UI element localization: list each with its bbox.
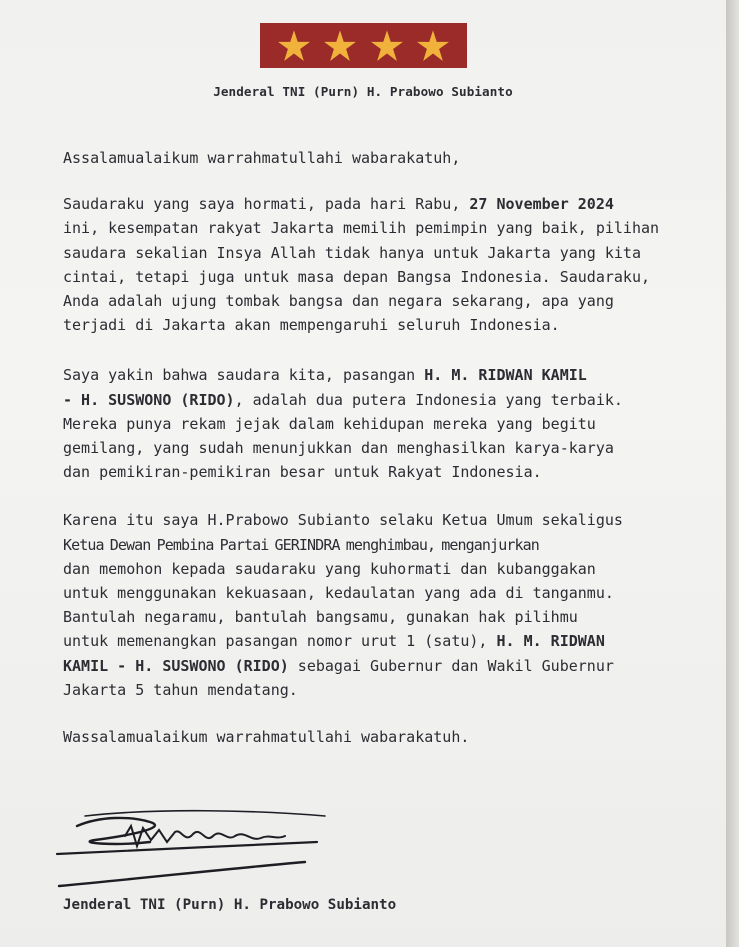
paragraph-2-line: Mereka punya rekam jejak dalam kehidupan mereka yang begitu <box>63 414 596 433</box>
paragraph-3-line: Jakarta 5 tahun mendatang. <box>63 680 298 699</box>
paragraph-3 <box>63 508 667 702</box>
election-date: 27 November 2024 <box>469 195 614 214</box>
candidate-name: H. M. RIDWAN KAMIL <box>424 366 587 385</box>
paragraph-2 <box>63 363 667 484</box>
paragraph-3-line: Karena itu saya H.Prabowo Subianto selaku Ketua Umum sekaligus <box>63 511 623 530</box>
paragraph-2-line <box>63 388 667 412</box>
p3-text: sebagai Gubernur dan Wakil Gubernur <box>288 656 614 675</box>
greeting <box>63 146 667 170</box>
star-icon <box>416 29 450 63</box>
paragraph-3-line: dan memohon kepada saudaraku yang kuhormati dan kubanggakan <box>63 559 596 578</box>
star-icon <box>323 29 357 63</box>
candidate-name: H. M. RIDWAN <box>496 632 605 651</box>
paragraph-1 <box>63 192 667 337</box>
rank-insignia <box>260 23 467 68</box>
paragraph-2-line: dan pemikiran-pemikiran besar untuk Rakyat Indonesia. <box>63 463 542 482</box>
paragraph-3-line <box>63 654 667 678</box>
paragraph-1-line: ini, kesempatan rakyat Jakarta memilih pemimpin yang baik, pilihan <box>63 219 660 238</box>
paragraph-1-line: Anda adalah ujung tombak bangsa dan negara sekarang, apa yang <box>63 292 614 311</box>
star-icon <box>277 29 311 63</box>
paper-edge <box>726 0 739 947</box>
p1-text: Saudaraku yang saya hormati, pada hari Rabu, <box>63 195 470 214</box>
paragraph-1-line: cintai, tetapi juga untuk masa depan Bangsa Indonesia. Saudaraku, <box>63 267 650 286</box>
paragraph-3-line: Ketua Dewan Pembina Partai GERINDRA menghimbau, menganjurkan <box>63 535 539 554</box>
paragraph-2-line <box>63 363 667 387</box>
paragraph-2-line: gemilang, yang sudah menunjukkan dan menghasilkan karya-karya <box>63 439 614 458</box>
letter-body <box>63 146 667 749</box>
star-icon <box>370 29 404 63</box>
paragraph-1-line <box>63 192 667 216</box>
candidate-name: KAMIL - H. SUSWONO (RIDO) <box>63 656 289 675</box>
candidate-name: - H. SUSWONO (RIDO) <box>63 390 235 409</box>
p2-text: Saya yakin bahwa saudara kita, pasangan <box>63 366 425 385</box>
paragraph-1-line: terjadi di Jakarta akan mempengaruhi seluruh Indonesia. <box>63 316 560 335</box>
letterhead-name: Jenderal TNI (Purn) H. Prabowo Subianto <box>213 84 513 99</box>
paragraph-3-line <box>63 629 667 653</box>
paragraph-3-line: untuk menggunakan kekuasaan, kedaulatan yang ada di tanganmu. <box>63 584 614 603</box>
signer-name: Jenderal TNI (Purn) H. Prabowo Subianto <box>63 897 397 913</box>
p3-text: untuk memenangkan pasangan nomor urut 1 (satu), <box>63 632 497 651</box>
handwritten-signature <box>55 806 335 896</box>
greeting-text: Assalamualaikum warrahmatullahi wabarakatuh, <box>63 149 461 167</box>
paragraph-3-line: Bantulah negaramu, bantulah bangsamu, gunakan hak pilihmu <box>63 608 578 627</box>
closing-text: Wassalamualaikum warrahmatullahi wabarakatuh. <box>63 728 470 747</box>
closing <box>63 725 667 749</box>
paragraph-1-line: saudara sekalian Insya Allah tidak hanya untuk Jakarta yang kita <box>63 243 641 262</box>
p2-text: , adalah dua putera Indonesia yang terbaik. <box>234 390 623 409</box>
